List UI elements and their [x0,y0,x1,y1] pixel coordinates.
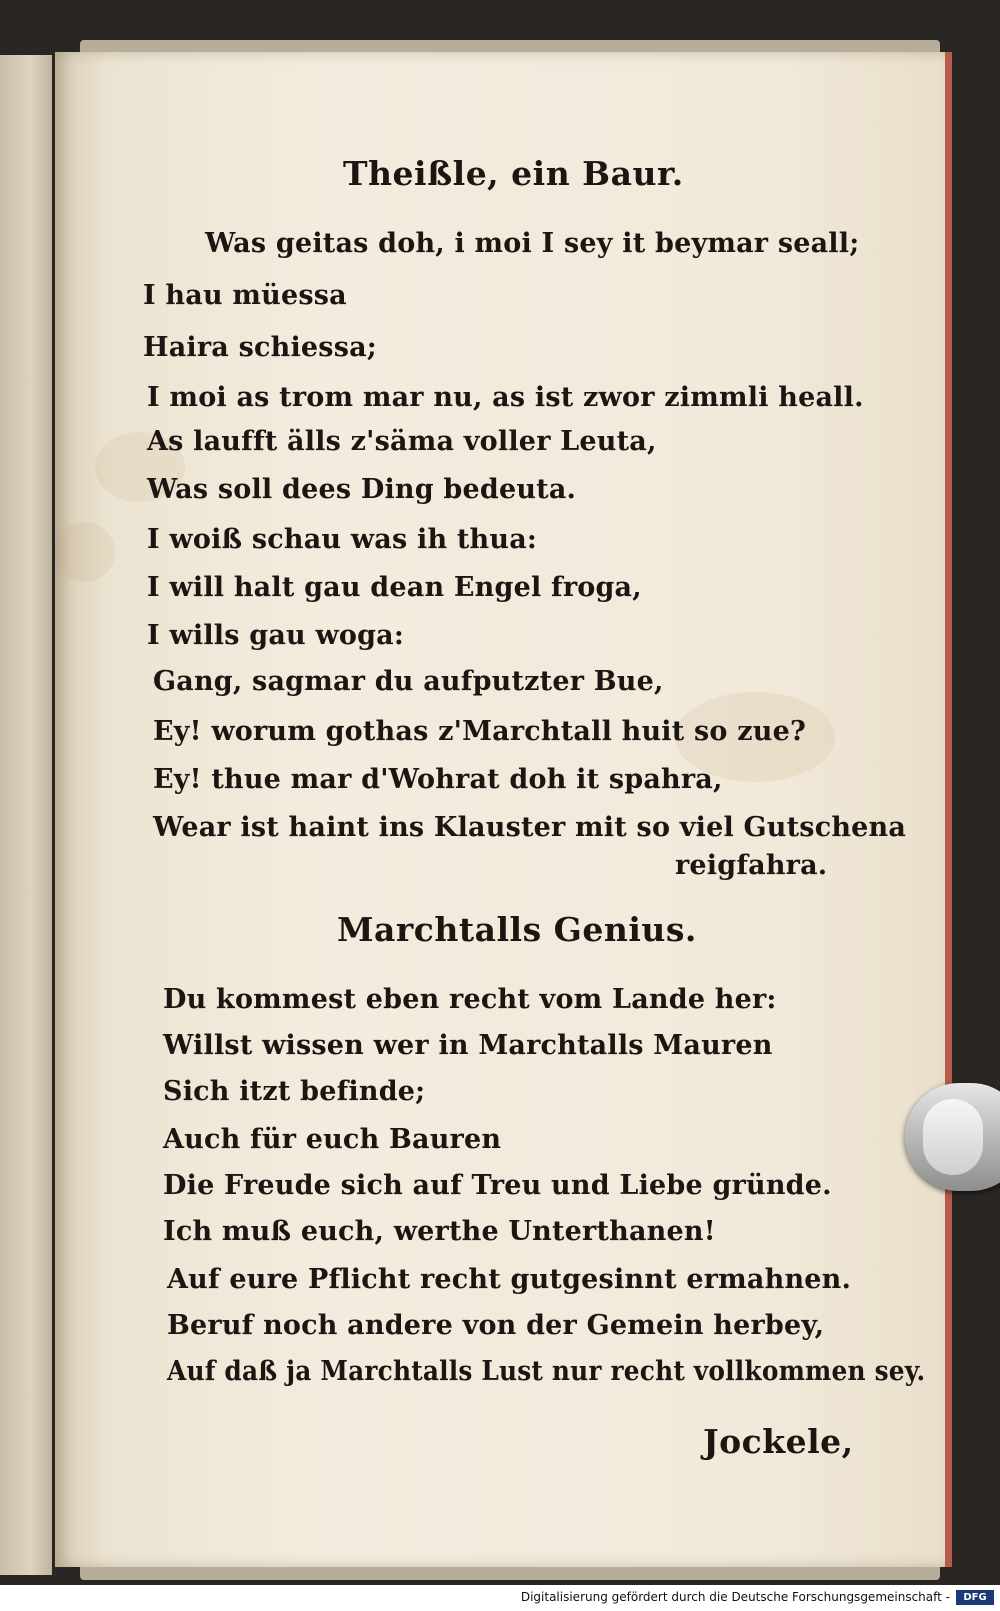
verse-line: Ey! worum gothas z'Marchtall huit so zue? [153,716,806,747]
verse-line: Wear ist haint ins Klauster mit so viel Gutschena [153,812,907,843]
verse-line: Gang, sagmar du aufputzter Bue, [153,666,664,697]
dfg-logo: DFG [956,1590,994,1605]
verse-line: Ey! thue mar d'Wohrat doh it spahra, [153,764,723,795]
verse-line: Auf daß ja Marchtalls Lust nur recht vollkommen sey. [167,1356,926,1387]
heading-theissle: Theißle, ein Baur. [343,154,684,193]
verse-line: Was geitas doh, i moi I sey it beymar seall; [205,228,860,259]
verse-line: Was soll dees Ding bedeuta. [147,474,577,505]
book-page [55,52,952,1567]
verse-line: Willst wissen wer in Marchtalls Mauren [163,1030,773,1061]
heading-genius: Marchtalls Genius. [337,910,697,949]
verse-line: Die Freude sich auf Treu und Liebe gründe. [163,1170,832,1201]
verse-line: Sich itzt befinde; [163,1076,426,1107]
verse-line: I moi as trom mar nu, as ist zwor zimmli heall. [147,382,864,413]
verse-line: Du kommest eben recht vom Lande her: [163,984,777,1015]
left-page-edge [0,55,52,1575]
verse-line: Auf eure Pflicht recht gutgesinnt ermahnen. [167,1264,852,1295]
verse-line: Auch für euch Bauren [163,1124,502,1155]
verse-line: I will halt gau dean Engel froga, [147,572,642,603]
verse-line: I woiß schau was ih thua: [147,524,538,555]
catchword: Jockele, [703,1422,854,1461]
verse-line-continuation: reigfahra. [675,850,828,881]
verse-line: Beruf noch andere von der Gemein herbey, [167,1310,825,1341]
verse-line: I wills gau woga: [147,620,405,651]
verse-line: Haira schiessa; [143,332,377,363]
verse-line: I hau müessa [143,280,347,311]
verse-line: As laufft älls z'säma voller Leuta, [147,426,657,457]
verse-line: Ich muß euch, werthe Unterthanen! [163,1216,716,1247]
page-clip-tab-highlight [923,1099,983,1175]
paper-stain [55,522,115,582]
footer-bar [0,1585,1000,1611]
footer-credit: Digitalisierung gefördert durch die Deutsche Forschungsgemeinschaft - [520,1590,950,1604]
